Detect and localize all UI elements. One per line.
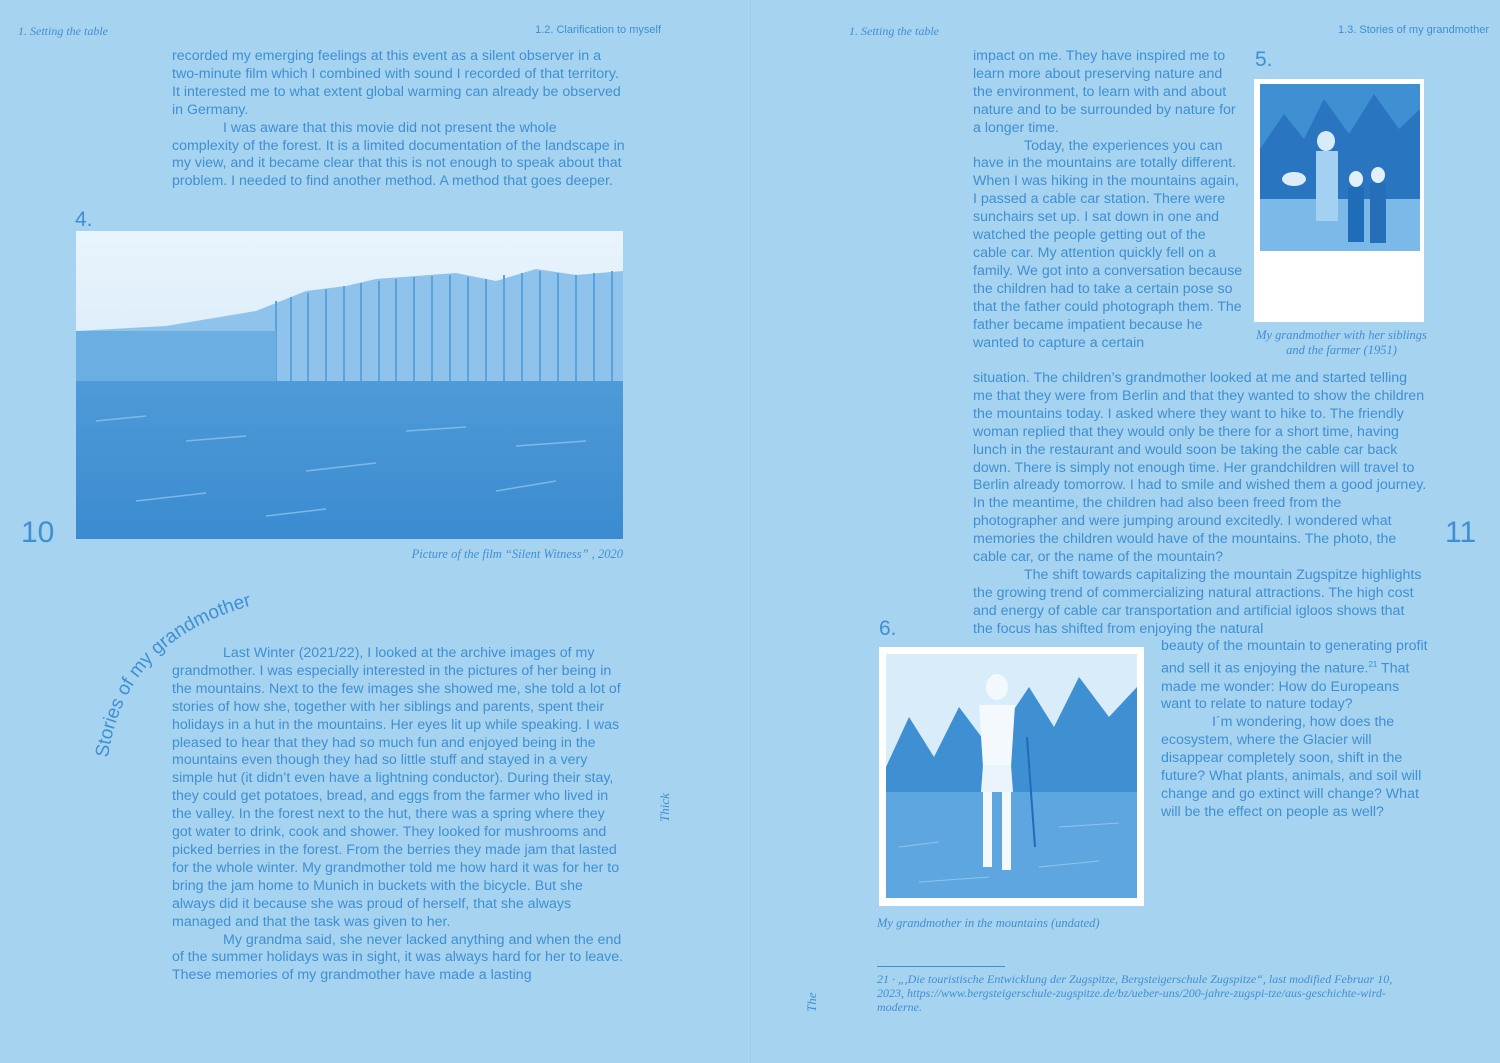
column-wide-text (973, 370, 1428, 639)
figure-5-caption: My grandmother with her siblings and the farmer (1951) (1256, 328, 1427, 357)
running-header-right: 1.2. Clarification to myself (535, 24, 661, 36)
figure-6-hiking-photo (879, 647, 1144, 906)
right-page (750, 0, 1500, 1063)
figure-4-forest-photo (76, 231, 623, 539)
column-narrow-text (1161, 638, 1429, 822)
column-top-text (973, 48, 1243, 352)
section-title: Stories of my grandmother (92, 590, 254, 759)
figure-6-caption: My grandmother in the mountains (undated) (877, 916, 1100, 930)
footnote-21: 21 · „,Die touristische Entwicklung der Zugspitze, Bergsteigerschule Zugspitze“, last modified Februar 10, 2023, https://www.bergsteigerschule-zugspitze.de/bz/ueber-uns/200-jahre-zugspi-tze/aus-geschichte-wird-moderne. (877, 972, 1393, 1014)
intro-text (172, 48, 627, 191)
vertical-marginal-word: The (804, 992, 819, 1012)
footnote-reference[interactable]: 21 (1368, 659, 1378, 669)
grandmother-siblings-image (1254, 79, 1424, 322)
footnote-rule (877, 966, 1005, 967)
figure-5-family-photo (1254, 79, 1424, 322)
page-number-left: 10 (21, 516, 55, 549)
figure-5-number: 5. (1255, 48, 1273, 71)
intro-paragraph-2: I was aware that this movie did not present the whole complexity of the forest. It is a limited documentation of the landscape in my view, and it became clear that this is not enough to speak about that problem. I needed to find another method. A method that goes deeper. (172, 119, 625, 190)
paragraph-profit-start: beauty of the mountain to generating profit and sell it as enjoying the nature. (1161, 638, 1428, 677)
figure-6-number: 6. (879, 617, 897, 640)
paragraph-zugspitze: The shift towards capitalizing the mountain Zugspitze highlights the growing trend of commercializing natural attractions. The high cost and energy of cable car transportation and artificial igloos shows that the focus has shifted from enjoying the natural (973, 566, 1422, 637)
clearcut-forest-image (76, 231, 623, 539)
intro-paragraph-1: recorded my emerging feelings at this event as a silent observer in a two-minute film which I combined with sound I recorded of that territory. It interested me to what extent global warming can already be observed in Germany. (172, 48, 621, 118)
paragraph-profit (1161, 638, 1429, 714)
running-header-right: 1.3. Stories of my grandmother (1337, 24, 1489, 36)
story-paragraph-2: My grandma said, she never lacked anything and when the end of the summer holidays was in sight, it was always hard for her to leave. These memories of my grandmother have made a lasting (172, 931, 624, 984)
paragraph-impact: impact on me. They have inspired me to learn more about preserving nature and the environment, to learn with and about nature and to be surrounded by nature for a longer time. (973, 48, 1236, 136)
story-text (172, 645, 627, 985)
paragraph-experiences: Today, the experiences you can have in the mountains are totally different. When I was hiking in the mountains again, I passed a cable car station. There were sunchairs set up. I sat down in one and watched the people getting out of the cable car. My attention quickly fell on a family. We got into a conversation because the children had to take a certain pose so that the father could photograph them. The father became impatient because he wanted to capture a certain (973, 137, 1243, 351)
story-paragraph-1: Last Winter (2021/22), I looked at the archive images of my grandmother. I was especially interested in the pictures of her being in the mountains. Next to the few images she showed me, she told a lot of stories of how she, together with her siblings and parents, spent their holidays in a hut in the mountains. Her eyes lit up while speaking. I was pleased to hear that they had so much fun and enjoyed being in the mountains even though they had so little stuff and stayed in a very simple hut (it didn’t even have a lightning conductor). During their stay, they could get potatoes, bread, and eggs from the farmer who lived in the valley. In the forest next to the hut, there was a spring where they got water to drink, cook and shower. They looked for mushrooms and picked berries in the forest. From the berries they made jam that lasted for the whole winter. My grandmother told me how hard it was for her to bring the jam home to Munich in buckets with the bicycle. But she always did it because she was proud of herself, that she always managed and that the task was given to her. (172, 645, 621, 930)
grandmother-mountains-image (879, 647, 1144, 906)
paragraph-profit-end: That made me wonder: How do Europeans want to relate to nature today? (1161, 660, 1410, 713)
paragraph-glacier: I´m wondering, how does the ecosystem, where the Glacier will disappear completely soon, shift in the future? What plants, animals, and soil will change and go extinct will change? What will be the effect on people as well? (1161, 714, 1422, 820)
figure-4-caption: Picture of the film “Silent Witness” , 2020 (411, 547, 623, 561)
paragraph-situation: situation. The children’s grandmother looked at me and started telling me that they were from Berlin and that they wanted to show the children the mountains today. I asked where they want to hike to. The friendly woman replied that they would only be there for a short time, having lunch in the restaurant and would soon be taking the cable car back down. There is simply not enough time. Her grandchildren will travel to Berlin already tomorrow. I had to smile and wished them a good journey. In the meantime, the children had also been freed from the photographer and were jumping around excitedly. I wondered what memories the children would have of the mountains. The photo, the cable car, or the name of the mountain? (973, 370, 1427, 566)
figure-4-number: 4. (75, 208, 93, 231)
vertical-marginal-word: Thick (657, 793, 672, 822)
running-header-left: 1. Setting the table (849, 24, 939, 38)
running-header-left: 1. Setting the table (18, 24, 108, 38)
page-number-right: 11 (1445, 516, 1477, 549)
